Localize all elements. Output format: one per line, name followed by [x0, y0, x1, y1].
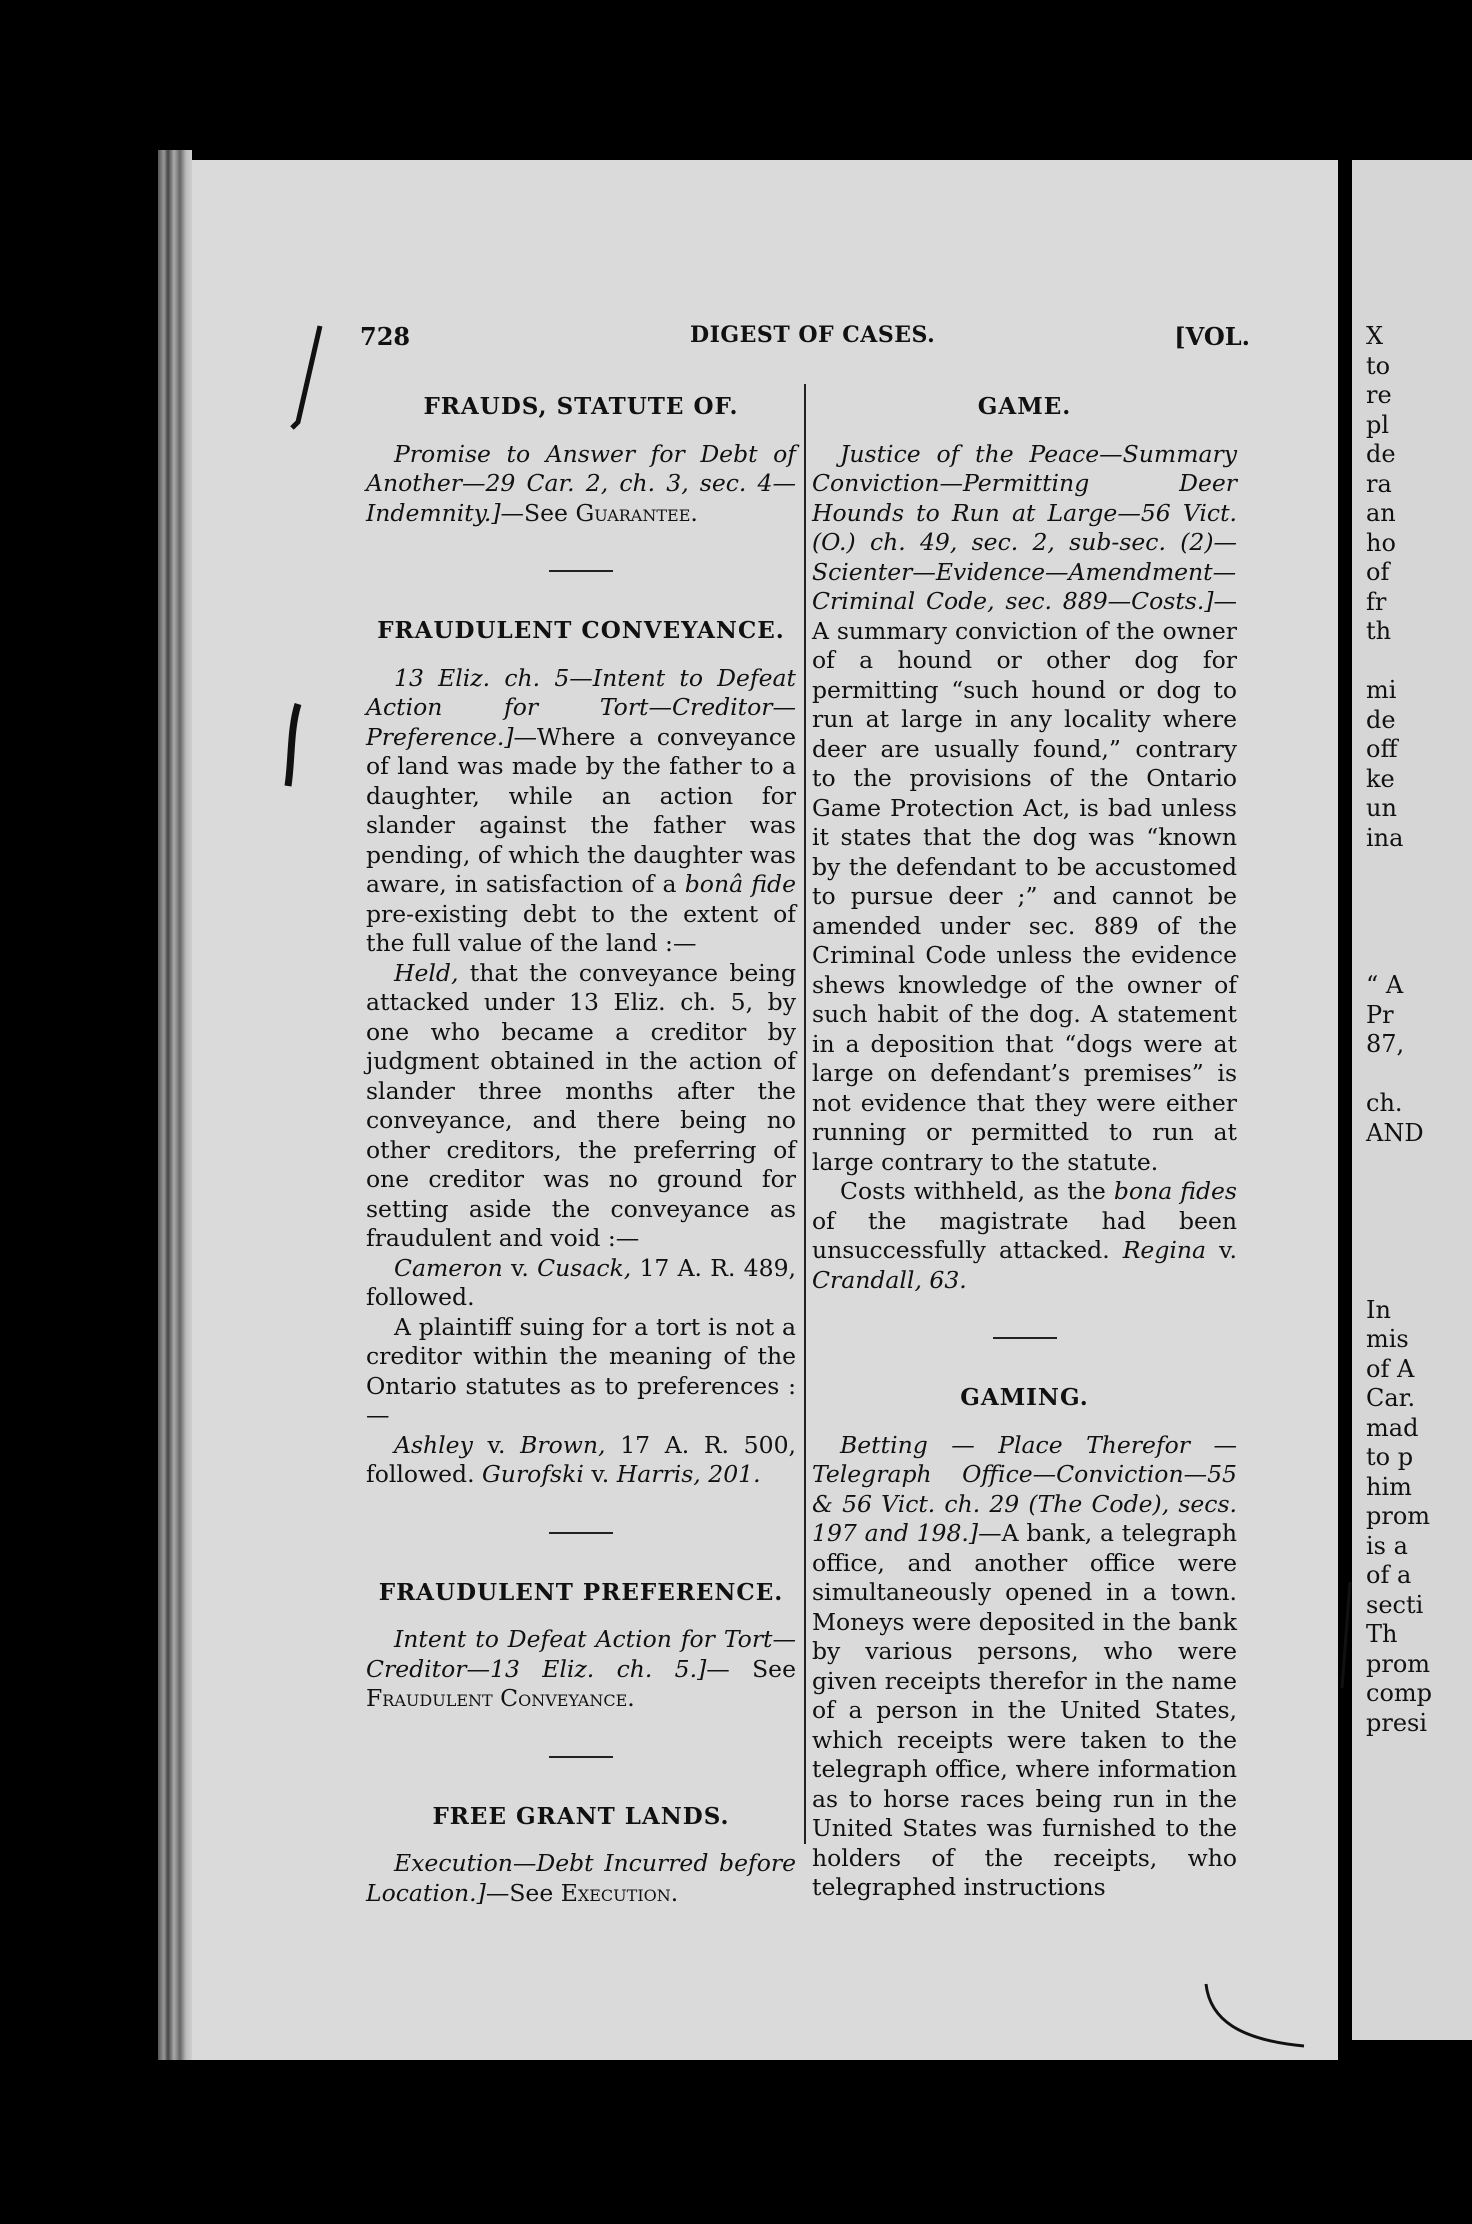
- next-page-fragment: of: [1366, 558, 1390, 586]
- heading-fraudulent-conveyance: FRAUDULENT CONVEYANCE.: [377, 617, 785, 644]
- next-page-fragment: comp: [1366, 1679, 1433, 1707]
- fc-case-2-name-b: Brown,: [520, 1430, 606, 1459]
- heading-frauds-statute: FRAUDS, STATUTE OF.: [423, 393, 739, 420]
- next-page-fragment: presi: [1366, 1708, 1428, 1737]
- next-page-fragment: prom: [1366, 1649, 1431, 1678]
- game-text-2c: of the magistrate had been unsuccessfully attacked.: [812, 1206, 1237, 1264]
- fc-cite-1: 17 A. R. 489, followed.: [366, 1253, 796, 1311]
- fc-text-1b: bonâ fide: [684, 870, 796, 898]
- fc-text-1a: —Where a conveyance of land was made by the father to a daughter, while an action for slander against the father was pending, of which the daughter was aware, in satisfaction of a: [366, 722, 796, 898]
- next-page-fragment: of A: [1366, 1354, 1415, 1383]
- fc-text-3: A plaintiff suing for a tort is not a creditor within the meaning of the Ontario statutes as to preferences :—: [366, 1312, 796, 1429]
- fc-case-1-name-b: Cusack,: [537, 1253, 632, 1282]
- running-title: DIGEST OF CASES.: [690, 322, 936, 348]
- fc-case-3-name: Gurofski: [482, 1460, 584, 1488]
- fc-case-3-name-b: Harris, 201.: [616, 1460, 761, 1488]
- fc-v-2: v.: [472, 1430, 521, 1459]
- game-costs-paragraph: [812, 1177, 1237, 1295]
- page-header: [360, 322, 1250, 362]
- fc-held-paragraph: [366, 959, 796, 1254]
- next-page-fragment: ra: [1366, 469, 1392, 498]
- corner-curl-icon: [1200, 1980, 1310, 2050]
- next-page-fragment: Car.: [1366, 1384, 1416, 1412]
- right-column: [812, 384, 1237, 1903]
- next-page-fragment: pl: [1366, 410, 1390, 439]
- next-page-fragment: fr: [1366, 587, 1387, 616]
- fc-text-2: that the conveyance being attacked under 13 Eliz. ch. 5, by one who became a creditor by judgment obtained in the action of slander three months after the conveyance, and there being no other creditors, the preferring of one creditor was no ground for setting aside the conveyance as fraudulent and void :—: [366, 958, 796, 1252]
- next-page-fragment: re: [1366, 381, 1392, 409]
- heading-game: GAME.: [977, 393, 1072, 420]
- next-page-fragment: 87,: [1366, 1030, 1405, 1058]
- page-number: 728: [360, 322, 411, 351]
- book-binding: [158, 150, 192, 2060]
- next-page-fragment: prom: [1366, 1502, 1431, 1530]
- next-page-fragment: him: [1366, 1472, 1412, 1501]
- next-page-fragment: is a: [1366, 1531, 1408, 1560]
- next-page-fragment: to: [1366, 351, 1391, 380]
- game-text-1: —A summary conviction of the owner of a hound or other dog for permitting “such hound or dog to run at large in any locality where deer are usually found,” contrary to the provisions of the Ontario Game Protection Act, is bad unless it states that the dog was “known by the defendant to be accustomed to pursue deer ;” and cannot be amended under sec. 889 of the Criminal Code unless the evidence shews knowledge of the owner of such habit of the dog. A statement in a deposition that “dogs were at large on defendant’s premises” is not evidence that they were either running or permitted to run at large contrary to the statute.: [812, 587, 1237, 1176]
- next-page-fragment: mi: [1366, 676, 1397, 704]
- next-page-fragment: an: [1366, 499, 1396, 527]
- next-page-fragment: secti: [1366, 1590, 1424, 1619]
- section-separator: [549, 1756, 613, 1758]
- fc-case-2-name: Ashley: [394, 1430, 473, 1459]
- game-text-2a: Costs withheld, as the: [840, 1177, 1114, 1205]
- fp-see: — See: [706, 1654, 796, 1683]
- column-divider: [804, 384, 806, 1844]
- next-page-fragment: th: [1366, 617, 1392, 645]
- pencil-line-icon: [1336, 1580, 1356, 1690]
- section-separator: [549, 1532, 613, 1534]
- entry-frauds-statute: [366, 440, 796, 529]
- section-separator: [549, 570, 613, 572]
- next-page-fragment: “ A: [1366, 971, 1404, 999]
- volume-label: [VOL.: [1174, 322, 1250, 351]
- entry-gaming: [812, 1431, 1237, 1903]
- entry-fraudulent-preference: [366, 1625, 796, 1714]
- frauds-see: —See: [500, 498, 576, 527]
- next-page-fragment: ke: [1366, 764, 1395, 793]
- fc-case-1-name: Cameron: [394, 1253, 503, 1282]
- fp-crossref: Fraudulent Conveyance.: [366, 1684, 635, 1712]
- fp-catchwords: Intent to Defeat Action for Tort—Creditor—13 Eliz. ch. 5.]: [366, 1625, 796, 1683]
- entry-free-grant-lands: [366, 1849, 796, 1908]
- next-page-fragment: Th: [1366, 1620, 1398, 1648]
- next-page-fragment: de: [1366, 705, 1396, 734]
- next-page-fragment: off: [1366, 735, 1398, 763]
- next-page-fragment: ch.: [1366, 1089, 1403, 1117]
- entry-game: [812, 440, 1237, 1178]
- next-page-fragment: AND: [1366, 1118, 1424, 1147]
- game-text-2b: bona fides: [1113, 1177, 1237, 1205]
- gaming-catchwords: Betting — Place Therefor — Telegraph Office—Conviction—55 & 56 Vict. ch. 29 (The Code), secs. 197 and 198.]: [812, 1430, 1237, 1547]
- heading-gaming: GAMING.: [960, 1384, 1089, 1411]
- fg-crossref: Execution.: [560, 1878, 679, 1907]
- next-page-fragment: Pr: [1366, 1000, 1394, 1029]
- fc-text-1c: pre-existing debt to the extent of the full value of the land :—: [366, 899, 796, 957]
- next-page-fragment: de: [1366, 440, 1396, 468]
- next-page-fragment: X: [1366, 322, 1384, 350]
- fc-v-3: v.: [583, 1460, 617, 1488]
- game-case-name: Regina: [1122, 1236, 1207, 1264]
- next-page-fragment: to p: [1366, 1443, 1414, 1471]
- next-page-fragment: ina: [1366, 823, 1404, 852]
- frauds-crossref: Guarantee.: [575, 498, 698, 527]
- next-page-fragment: mis: [1366, 1325, 1409, 1353]
- heading-free-grant-lands: FREE GRANT LANDS.: [432, 1802, 730, 1830]
- fc-cite-2: 17 A. R. 500, followed.: [366, 1430, 796, 1488]
- game-case-name-b: Crandall, 63.: [812, 1265, 967, 1294]
- section-separator: [993, 1337, 1057, 1339]
- next-page-fragment: In: [1366, 1295, 1391, 1324]
- next-page-edge: [1352, 160, 1472, 2040]
- fc-citation-2: [366, 1431, 796, 1490]
- fc-citation-1: [366, 1254, 796, 1313]
- entry-fraudulent-conveyance: [366, 664, 796, 959]
- frauds-catchwords: Promise to Answer for Debt of Another—29 Car. 2, ch. 3, sec. 4—Indemnity.]: [366, 439, 796, 527]
- fg-see: —See: [485, 1878, 561, 1907]
- heading-fraudulent-preference: FRAUDULENT PREFERENCE.: [378, 1578, 784, 1606]
- next-page-fragment: ho: [1366, 528, 1396, 557]
- next-page-fragment: un: [1366, 794, 1397, 822]
- fc-catchwords: 13 Eliz. ch. 5—Intent to Defeat Action for Tort—Creditor—Preference.]: [366, 663, 796, 751]
- left-column: [366, 384, 796, 1908]
- ink-smudge-icon: [280, 700, 310, 790]
- game-catchwords: Justice of the Peace—Summary Conviction—Permitting Deer Hounds to Run at Large—56 Vict. (O.) ch. 49, sec. 2, sub-sec. (2)—Scienter—Evidence—Amendment—Criminal Code, sec. 889—Costs.]: [812, 439, 1237, 615]
- next-page-fragment: mad: [1366, 1413, 1419, 1442]
- fc-v-1: v.: [502, 1253, 538, 1282]
- pencil-mark-icon: [290, 322, 326, 432]
- next-page-fragment: of a: [1366, 1561, 1412, 1589]
- fc-held: Held,: [394, 958, 459, 987]
- game-v: v.: [1206, 1236, 1238, 1264]
- gaming-text: —A bank, a telegraph office, and another office were simultaneously opened in a town. Moneys were deposited in the bank by various persons, who were given receipts therefor in the name of a person in the United States, which receipts were taken to the telegraph office, where information as to horse races being run in the United States was furnished to the holders of the receipts, who telegraphed instructions: [812, 1519, 1237, 1901]
- fg-catchwords: Execution—Debt Incurred before Location.]: [366, 1849, 796, 1907]
